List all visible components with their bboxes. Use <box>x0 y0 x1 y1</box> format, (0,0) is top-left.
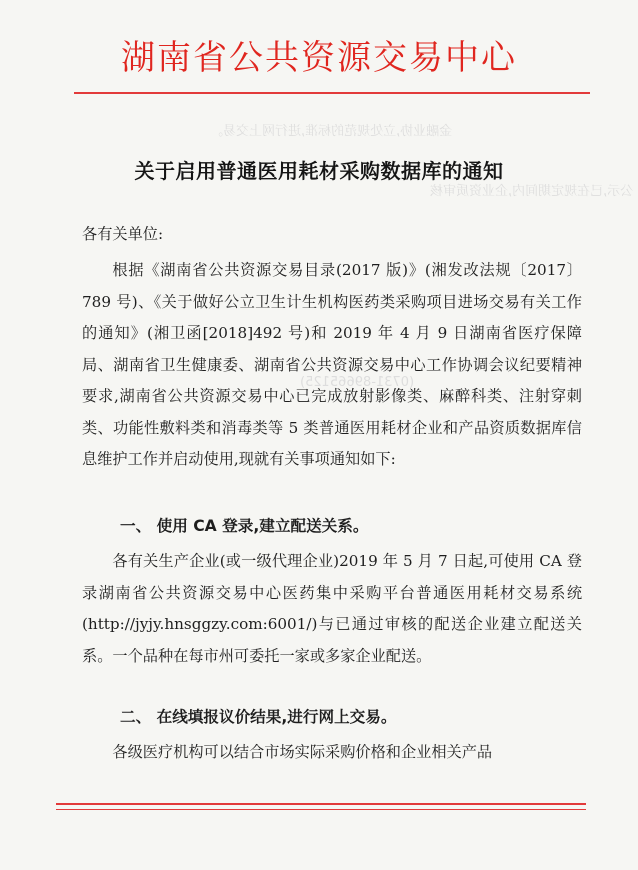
bleed-through-text: 公示,已在规定期间内,企业资质审核 <box>430 184 634 199</box>
paragraph-3: 各级医疗机构可以结合市场实际采购价格和企业相关产品 <box>112 743 493 761</box>
bleed-through-text: (0731-89665125) <box>300 375 415 390</box>
paragraph-2: 各有关生产企业(或一级代理企业)2019 年 5 月 7 日起,可使用 CA 登录湖南省公共资源交易中心医药集中采购平台普通医用耗材交易系统(http://jyjy.hnsggzy.com:6001/)与已通过审核的配送企业建立配送关系。一个品种在每市州可委托一家或多家企业配送。 <box>82 552 582 665</box>
paragraph-1: 根据《湖南省公共资源交易目录(2017 版)》(湘发改法规〔2017〕789 号)、《关于做好公立卫生计生机构医药类采购项目进场交易有关工作的通知》(湘卫函[2018]492 号)和 2019 年 4 月 9 日湖南省医疗保障局、湖南省卫生健康委、湖南省公共资源交易中心工作协调会议纪要精神要求,湖南省公共资源交易中心已完成放射影像类、麻醉科类、注射穿刺类、功能性敷料类和消毒类等 5 类普通医用耗材企业和产品资质数据库信息维护工作并启动使用,现就有关事项通知如下: <box>82 261 582 468</box>
footer-rule-thin <box>56 809 586 810</box>
footer-rule <box>56 803 586 805</box>
letterhead-title: 湖南省公共资源交易中心 <box>121 38 517 78</box>
bleed-through-text: 金融业协,立处规范的标准,进行网上交易。 <box>210 124 453 139</box>
section-1-heading: 一、 使用 CA 登录,建立配送关系。 <box>120 517 369 535</box>
salutation: 各有关单位: <box>82 225 164 243</box>
section-2-heading: 二、 在线填报议价结果,进行网上交易。 <box>120 708 397 726</box>
letterhead-rule <box>74 92 590 94</box>
notice-title: 关于启用普通医用耗材采购数据库的通知 <box>134 159 504 183</box>
